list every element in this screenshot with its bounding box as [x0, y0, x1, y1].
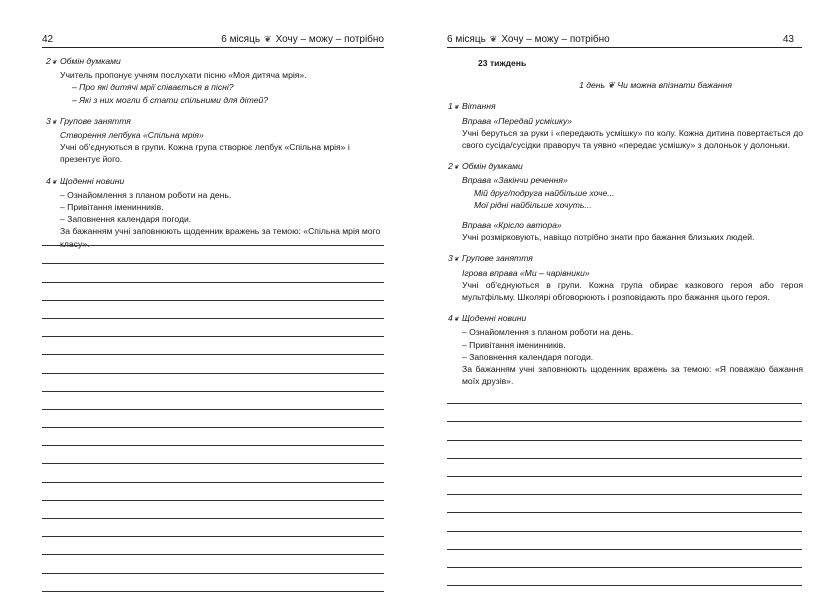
writing-line	[42, 519, 384, 537]
page-number: 43	[782, 34, 794, 45]
writing-line	[42, 337, 384, 355]
section-number: 3 ❦	[448, 252, 462, 266]
bullet-icon: ❦	[453, 165, 459, 172]
section-title: Щоденні новини	[462, 313, 527, 324]
writing-line	[42, 446, 384, 464]
section-title: Групове заняття	[462, 253, 533, 264]
writing-line	[42, 501, 384, 519]
leaf-icon: ❦	[489, 34, 498, 44]
writing-line	[42, 464, 384, 482]
paragraph: За бажанням учні заповнюють щоденник вражень за темою: «Спільна мрія мого класу».	[60, 226, 381, 249]
writing-line	[42, 483, 384, 501]
right-header	[447, 34, 794, 45]
section-number: 4 ❦	[448, 312, 462, 326]
running-title	[447, 34, 610, 45]
day-title: Чи можна впізнати бажання	[617, 80, 732, 91]
section-title: Обмін думками	[462, 161, 523, 172]
question: – Про які дитячі мрії співається в пісні?	[72, 82, 234, 93]
writing-line	[42, 228, 384, 246]
section-number: 2 ❦	[448, 160, 462, 174]
writing-line	[447, 477, 802, 495]
leaf-icon: ❦	[607, 80, 615, 91]
right-page	[415, 0, 829, 600]
header-rule	[42, 47, 384, 48]
section-number: 1 ❦	[448, 100, 462, 114]
running-title	[221, 34, 384, 45]
question: – Які з них могли б стати спільними для дітей?	[72, 94, 269, 105]
writing-line	[42, 374, 384, 392]
section-exchange	[46, 55, 384, 106]
paragraph: За бажанням учні заповнюють щоденник вражень за темою: «Я поважаю бажання моїх друзів».	[462, 364, 803, 387]
writing-line	[447, 568, 802, 586]
paragraph: Учні розмірковують, навіщо потрібно знати про бажання близьких людей.	[462, 232, 755, 243]
section-exchange	[448, 160, 803, 243]
section-group	[46, 115, 384, 166]
section-title: Вітання	[462, 101, 496, 112]
writing-line	[447, 550, 802, 568]
exercise-title: Вправа «Закінчи речення»	[462, 175, 568, 186]
writing-lines	[447, 386, 802, 586]
writing-line	[42, 392, 384, 410]
writing-line	[447, 422, 802, 440]
paragraph: Учні об'єднуються в групи. Кожна група обирає казкового героя або героя мультфільму. Школярі обговорюють і розповідають про бажання цього героя.	[462, 279, 803, 303]
list-item: – Заповнення календаря погоди.	[60, 214, 192, 225]
writing-line	[447, 404, 802, 422]
paragraph: Учні об'єднуються в групи. Кожна група створює лепбук «Спільна мрія» і презентує його.	[60, 142, 350, 165]
writing-line	[42, 574, 384, 592]
writing-line	[42, 355, 384, 373]
bullet-icon: ❦	[453, 257, 459, 264]
writing-line	[42, 319, 384, 337]
bullet-icon: ❦	[51, 119, 57, 126]
section-number: 2 ❦	[46, 55, 60, 69]
right-content	[448, 55, 803, 387]
bullet-icon: ❦	[51, 60, 57, 66]
writing-line	[42, 264, 384, 282]
left-content	[46, 55, 384, 250]
bullet-icon: ❦	[453, 105, 459, 112]
theme-label: Хочу – можу – потрібно	[275, 34, 384, 45]
writing-line	[447, 441, 802, 459]
list-item: – Ознайомлення з планом роботи на день.	[60, 189, 232, 200]
list-item: – Ознайомлення з планом роботи на день.	[462, 327, 634, 338]
page-number: 42	[42, 34, 54, 45]
section-title: Групове заняття	[60, 115, 131, 126]
section-title: Обмін думками	[60, 56, 121, 66]
writing-line	[447, 495, 802, 513]
week-heading: 23 тиждень	[478, 58, 527, 68]
section-news	[448, 312, 803, 387]
exercise-title: Вправа «Крісло автора»	[462, 220, 562, 231]
writing-line	[42, 246, 384, 264]
section-group	[448, 252, 803, 303]
exercise-title: Ігрова вправа «Ми – чарівники»	[462, 267, 590, 278]
section-number: 4 ❦	[46, 175, 60, 189]
day-label: 1 день	[579, 80, 606, 91]
exercise-title: Створення лепбука «Спільна мрія»	[60, 130, 204, 141]
writing-line	[42, 283, 384, 301]
section-greeting	[448, 100, 803, 151]
writing-line	[42, 428, 384, 446]
writing-line	[42, 537, 384, 555]
month-label: 6 місяць	[221, 34, 261, 45]
writing-line	[447, 386, 802, 404]
paragraph: Учитель пропонує учням послухати пісню «Моя дитяча мрія».	[60, 70, 307, 81]
theme-label: Хочу – можу – потрібно	[501, 34, 610, 45]
section-title: Щоденні новини	[60, 175, 125, 186]
writing-line	[42, 301, 384, 319]
sentence-starter: Мої рідні найбільше хочуть...	[474, 199, 592, 210]
paragraph: Учні беруться за руки і «передають усмішку» по колу. Кожна дитина повертається до свого сусіда/сусідки праворуч та уявно «передає усмішку» з долоньок у долоньки.	[462, 127, 803, 151]
list-item: – Заповнення календаря погоди.	[462, 351, 594, 362]
writing-line	[447, 513, 802, 531]
list-item: – Привітання іменинників.	[462, 339, 566, 350]
writing-line	[447, 532, 802, 550]
bullet-icon: ❦	[453, 317, 459, 324]
exercise-title: Вправа «Передай усмішку»	[462, 115, 573, 126]
writing-line	[42, 555, 384, 573]
header-rule	[447, 47, 802, 48]
month-label: 6 місяць	[447, 34, 486, 45]
writing-line	[42, 410, 384, 428]
bullet-icon: ❦	[51, 179, 57, 186]
leaf-icon: ❦	[264, 34, 272, 44]
sentence-starter: Мій друг/подруга найбільше хоче...	[474, 187, 615, 198]
day-heading	[448, 79, 803, 91]
writing-lines	[42, 228, 384, 592]
left-header	[42, 34, 384, 45]
writing-line	[447, 459, 802, 477]
section-number: 3 ❦	[46, 115, 60, 129]
list-item: – Привітання іменинників.	[60, 202, 164, 213]
